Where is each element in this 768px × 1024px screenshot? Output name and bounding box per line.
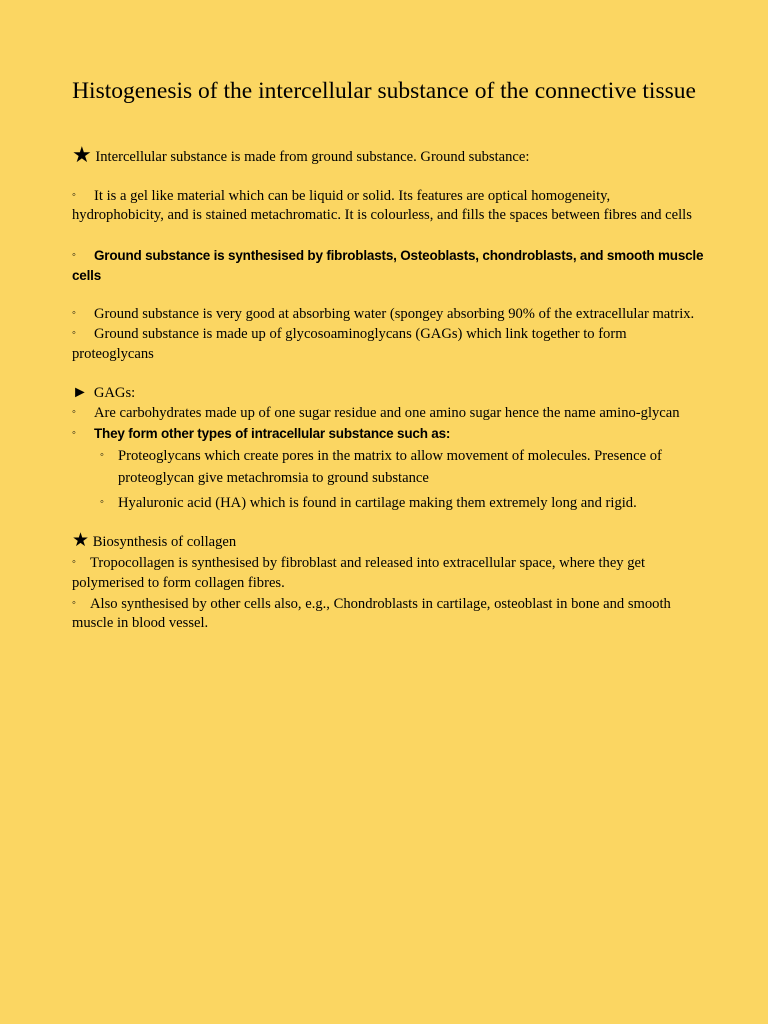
section-heading-intercellular [72,142,704,168]
bullet-icon: ◦ [72,406,76,419]
bullet-icon: ◦ [72,427,76,440]
page-title: Histogenesis of the intercellular substance of the connective tissue [72,78,696,104]
section1-p3: Ground substance is very good at absorbing water (spongey absorbing 90% of the extracellular matrix. [94,305,695,322]
star-icon: ★ [72,530,90,552]
star-icon: ★ [72,142,92,167]
section2-p2: They form other types of intracellular substance such as: [94,426,451,442]
section1-p1: It is a gel like material which can be liquid or solid. Its features are optical homogeneity, hydrophobicity, and is stained metachromatic. It is colourless, and fills the spaces between fibres and cells [72,187,692,224]
section2-sub1: Proteoglycans which create pores in the matrix to allow movement of molecules. Presence of proteoglycan give metachromsia to ground substance [118,447,662,486]
section3-p2: Also synthesised by other cells also, e.g., Chondroblasts in cartilage, osteoblast in bone and smooth muscle in blood vessel. [72,595,671,632]
list-item [72,594,704,634]
section2-sub2: Hyaluronic acid (HA) which is found in cartilage making them extremely long and rigid. [118,494,637,511]
list-item [72,424,704,444]
section-heading-gags [72,383,704,404]
section2-p1: Are carbohydrates made up of one sugar residue and one amino sugar hence the name amino-glycan [94,405,680,422]
section3-p1: Tropocollagen is synthesised by fibroblast and released into extracellular space, where they get polymerised to form collagen fibres. [72,555,646,591]
list-item [72,186,704,226]
section1-p4: Ground substance is made up of glycosoaminoglycans (GAGs) which link together to form proteoglycans [72,326,627,362]
list-item [72,403,704,424]
bullet-icon: ◦ [100,448,104,461]
document-content [72,142,704,634]
bullet-icon: ◦ [72,327,76,340]
list-item [72,553,704,593]
section-heading-collagen [72,531,704,553]
bullet-icon: ◦ [72,306,76,319]
bullet-icon: ◦ [72,188,76,201]
list-item [72,246,704,285]
bullet-icon: ◦ [72,556,76,569]
section1-p2: Ground substance is synthesised by fibroblasts, Osteoblasts, chondroblasts, and smooth muscle cells [72,248,704,283]
bullet-icon: ◦ [72,596,76,609]
section2-heading: GAGs: [93,384,136,401]
sub-list-item [72,444,704,489]
list-item [72,324,704,364]
bullet-icon: ◦ [72,249,76,262]
arrow-icon: ► [72,383,88,401]
bullet-icon: ◦ [100,495,104,508]
section1-heading: Intercellular substance is made from ground substance. Ground substance: [95,149,530,165]
sub-list-item [72,493,704,514]
list-item [72,304,704,325]
section3-heading: Biosynthesis of collagen [92,534,237,551]
